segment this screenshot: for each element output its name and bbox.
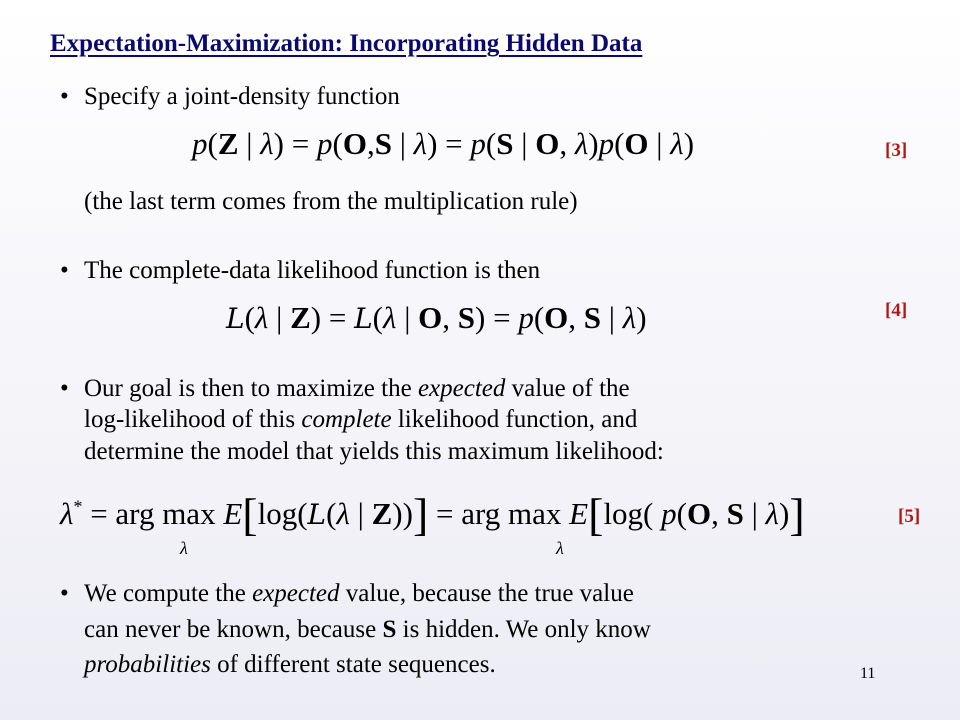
- equation-5: λ* = arg max E[log(L(λ | Z))] = arg max E[log( p(O, S | λ)]: [60, 489, 805, 540]
- equation-ref-5: [5]: [898, 506, 921, 527]
- goal-emphasis: expected: [417, 375, 506, 402]
- goal-emphasis: complete: [301, 406, 392, 433]
- bullet-dot: •: [60, 580, 69, 607]
- equation-ref-3: [3]: [885, 140, 908, 161]
- last-text: We compute the: [84, 580, 253, 607]
- bullet-complete-data: [60, 255, 540, 286]
- goal-text: log-likelihood of this: [84, 406, 302, 433]
- last-text: of different state sequences.: [210, 651, 496, 678]
- bullet-joint-density: [60, 81, 400, 112]
- page-number: 11: [860, 665, 876, 682]
- goal-text: likelihood function, and: [391, 406, 638, 433]
- bullet-text: Specify a joint-density function: [84, 83, 400, 110]
- equation-3: p(Z | λ) = p(O,S | λ) = p(S | O, λ)p(O | λ): [192, 126, 695, 161]
- bullet-dot: •: [60, 375, 69, 402]
- bullet-goal: [60, 373, 630, 404]
- last-text: value, because the true value: [339, 580, 634, 607]
- last-line-2: [84, 614, 651, 646]
- goal-line-3: determine the model that yields this maximum likelihood:: [84, 438, 664, 465]
- multiplication-rule-note: (the last term comes from the multiplication rule): [84, 188, 578, 215]
- slide-title: Expectation-Maximization: Incorporating Hidden Data: [50, 30, 643, 57]
- goal-text: value of the: [505, 375, 630, 402]
- last-text: can never be known, because: [84, 616, 383, 643]
- bullet-dot: •: [60, 83, 69, 110]
- goal-line-2: [84, 404, 637, 436]
- equation-ref-4: [4]: [885, 300, 908, 321]
- bullet-expected-value: [60, 578, 634, 609]
- goal-text: Our goal is then to maximize the: [84, 375, 418, 402]
- bullet-text: The complete-data likelihood function is then: [84, 257, 541, 284]
- last-bold: S: [382, 616, 397, 643]
- argmax-subscript-lambda: λ: [556, 538, 564, 558]
- last-text: is hidden. We only know: [396, 616, 651, 643]
- equation-4: L(λ | Z) = L(λ | O, S) = p(O, S | λ): [226, 300, 647, 335]
- argmax-subscript-lambda: λ: [180, 538, 188, 558]
- bullet-dot: •: [60, 257, 69, 284]
- last-emphasis: probabilities: [84, 651, 211, 678]
- last-line-3: [84, 649, 496, 681]
- last-emphasis: expected: [252, 580, 340, 607]
